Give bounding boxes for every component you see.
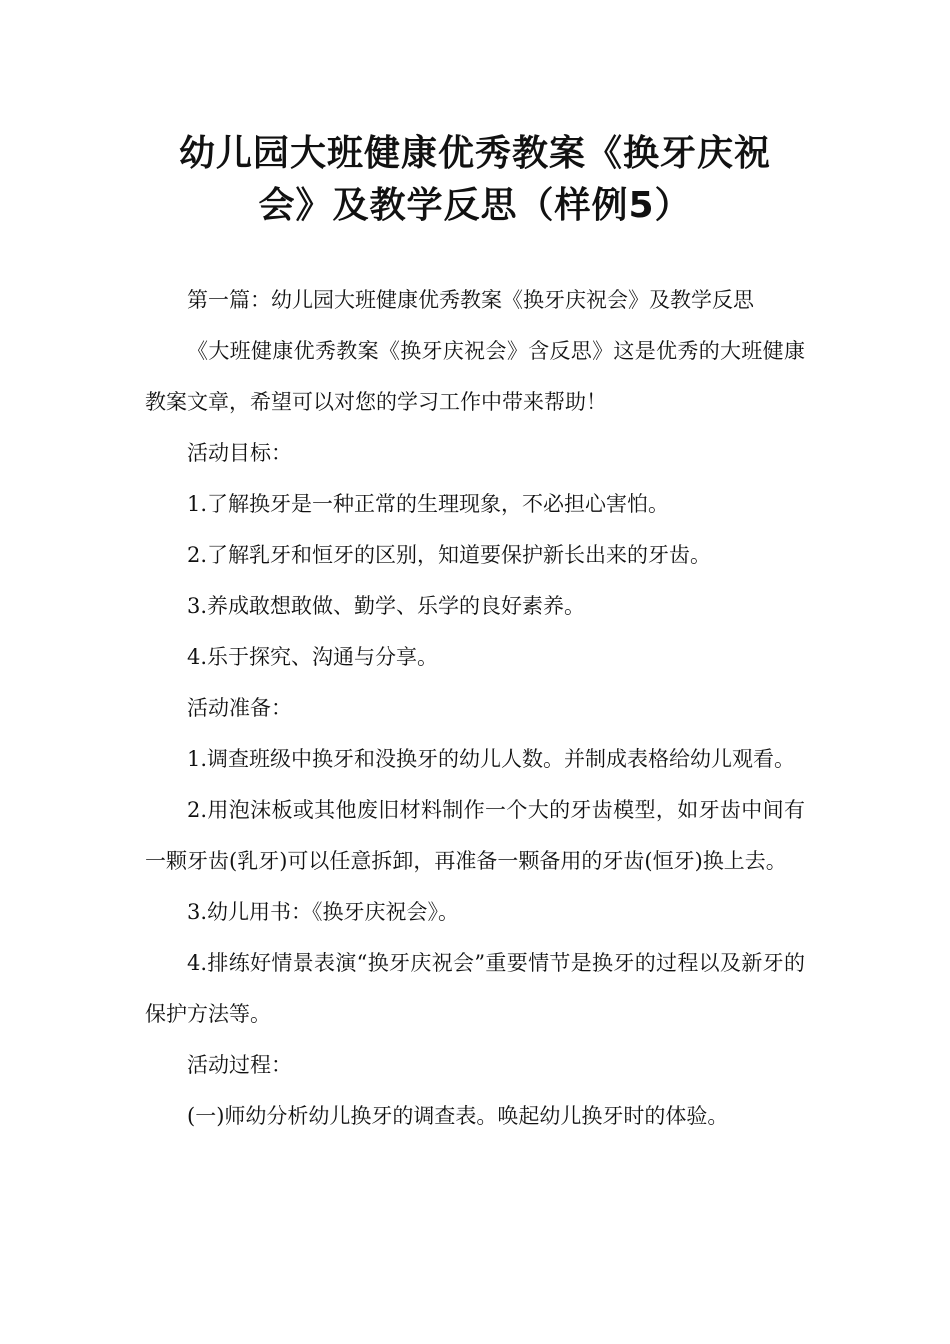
document-title-line-2: 会》及教学反思（样例5） (258, 185, 692, 226)
paragraph-3: 活动目标： (187, 441, 292, 465)
paragraph-6: 3.养成敢想敢做、勤学、乐学的良好素养。 (187, 594, 586, 618)
paragraph-9: 1.调查班级中换牙和没换牙的幼儿人数。并制成表格给幼儿观看。 (187, 747, 796, 771)
paragraph-11: 3.幼儿用书：《换牙庆祝会》。 (187, 900, 460, 924)
paragraph-2: 《大班健康优秀教案《换牙庆祝会》含反思》这是优秀的大班健康教案文章，希望可以对您的学习工作中带来帮助！ (145, 339, 805, 414)
paragraph-13: 活动过程： (187, 1053, 292, 1077)
paragraph-12: 4.排练好情景表演“换牙庆祝会”重要情节是换牙的过程以及新牙的保护方法等。 (145, 951, 805, 1026)
paragraph-5: 2.了解乳牙和恒牙的区别，知道要保护新长出来的牙齿。 (187, 543, 712, 567)
paragraph-10: 2.用泡沫板或其他废旧材料制作一个大的牙齿模型，如牙齿中间有一颗牙齿(乳牙)可以任意拆卸，再准备一颗备用的牙齿(恒牙)换上去。 (145, 798, 805, 873)
paragraph-14: (一)师幼分析幼儿换牙的调查表。唤起幼儿换牙时的体验。 (187, 1104, 729, 1128)
paragraph-7: 4.乐于探究、沟通与分享。 (187, 645, 439, 669)
document-title-line-1: 幼儿园大班健康优秀教案《换牙庆祝 (178, 133, 771, 174)
paragraph-8: 活动准备： (187, 696, 292, 720)
document-body (145, 275, 805, 1142)
paragraph-4: 1.了解换牙是一种正常的生理现象，不必担心害怕。 (187, 492, 670, 516)
paragraph-1: 第一篇：幼儿园大班健康优秀教案《换牙庆祝会》及教学反思 (187, 288, 754, 312)
